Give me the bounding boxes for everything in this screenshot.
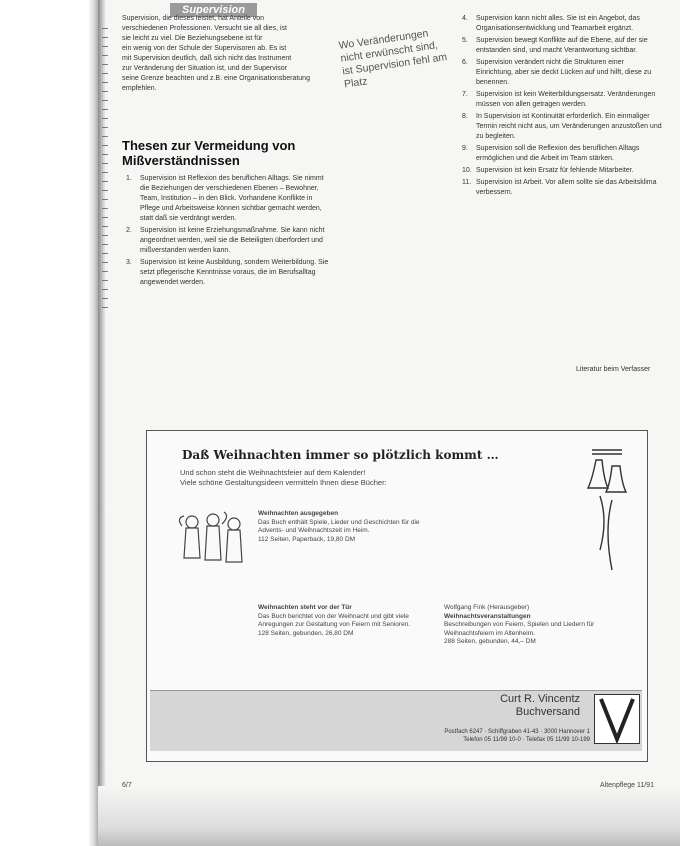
list-item (126, 226, 330, 256)
pull-quote: Wo Veränderungen nicht erwünscht sind, ist Supervision fehl am Platz (338, 27, 448, 91)
intro-line: empfehlen. (122, 85, 157, 92)
intro-paragraph (122, 14, 328, 94)
book-description: Beschreibungen von Feiern, Spielen und Liedern für Weihnachtsfeiern im Altenheim. (444, 621, 595, 637)
page-number: 6/7 (122, 782, 132, 789)
angels-illustration (178, 508, 248, 572)
section-tag: Supervision (170, 3, 257, 17)
item-text: Supervision ist Arbeit. Vor allem sollte sie das Arbeitsklima verbessern. (476, 179, 657, 196)
intro-line: Supervision, die dieses leistet, hat Anteile von (122, 15, 265, 22)
item-number: 10. (462, 167, 472, 174)
item-number: 11. (462, 179, 472, 186)
list-item (462, 178, 662, 198)
list-item (126, 174, 330, 224)
list-item (462, 112, 662, 142)
list-item (462, 166, 662, 176)
item-text: Supervision kann nicht alles. Sie ist ein Angebot, das Organisationsentwicklung und Teamarbeit ergänzt. (476, 15, 640, 32)
intro-line: seine Grenze beachten und z.B. eine Organisationsberatung (122, 75, 310, 82)
theses-list-right (462, 14, 662, 200)
ad-book-2 (258, 604, 444, 638)
item-text: Supervision ist keine Erziehungsmaßnahme. Sie kann nicht angeordnet werden, weil sie die Beteiligten überfordert und mißverstanden werden kann. (140, 227, 325, 254)
ad-subtitle-line: Viele schöne Gestaltungsideen vermitteln Ihnen diese Bücher: (180, 478, 387, 487)
item-number: 1. (126, 175, 132, 182)
list-item (462, 36, 662, 56)
item-number: 6. (462, 59, 468, 66)
intro-line: ein wenig von der Schule der Supervisoren ab. Es ist (122, 45, 287, 52)
vendor-name: Curt R. Vincentz Buchversand (500, 693, 580, 718)
book-description: Das Buch berichtet von der Weihnacht und gibt viele Anregungen zur Gestaltung von Feiern mit Senioren. (258, 612, 411, 628)
item-number: 4. (462, 15, 468, 22)
book-title: Weihnachten steht vor der Tür (258, 604, 352, 611)
list-item (462, 90, 662, 110)
ad-book-3 (444, 604, 600, 647)
vendor-address-line: Postfach 6247 · Schiffgraben 41-43 · 3000 Hannover 1 (444, 729, 590, 735)
intro-line: verschiedenen Professionen. Versucht sie all dies, ist (122, 25, 287, 32)
vendor-address-line: Telefon 05 11/99 10-0 · Telefax 05 11/99 10-199 (463, 737, 590, 743)
list-item (462, 58, 662, 88)
list-item (462, 14, 662, 34)
book-title: Weihnachten ausgegeben (258, 510, 339, 517)
vendor-logo (594, 694, 640, 744)
item-number: 5. (462, 37, 468, 44)
ad-subtitle-line: Und schon steht die Weihnachtsfeier auf dem Kalender! (180, 468, 366, 477)
item-number: 7. (462, 91, 468, 98)
intro-line: mit Supervision deutlich, daß sich nicht das Instrument (122, 55, 292, 62)
intro-line: sie leicht zu viel. Die Beziehungsebene ist für (122, 35, 263, 42)
ad-subtitle (180, 468, 387, 488)
list-item (126, 258, 330, 288)
item-number: 8. (462, 113, 468, 120)
item-text: Supervision verändert nicht die Strukturen einer Einrichtung, aber sie deckt Lücken auf und hilft, diese zu benennen. (476, 59, 652, 86)
book-author: Wolfgang Fink (Herausgeber) (444, 604, 530, 611)
ad-title: Daß Weihnachten immer so plötzlich kommt … (182, 448, 499, 462)
item-text: Supervision ist kein Ersatz für fehlende Mitarbeiter. (476, 167, 634, 174)
item-text: Supervision ist Reflexion des beruflichen Alltags. Sie nimmt die Beziehungen der verschiedenen Ebenen – Bewohner, Team, Institution – in den Blick. Vorhandene Konflikte in Pflege und Arbeitsweise können sichtbar gemacht werden, statt daß sie verdrängt werden. (140, 175, 324, 222)
vendor-address (378, 728, 590, 744)
item-text: Supervision ist keine Ausbildung, sondern Weiterbildung. Sie setzt pflegerische Kenntnisse voraus, die im Berufsalltag angewendet werden. (140, 259, 329, 286)
page-margin-marks (102, 20, 108, 760)
article-heading: Thesen zur Vermeidung von Mißverständnissen (122, 138, 296, 168)
book-price: 288 Seiten, gebunden, 44,– DM (444, 638, 536, 645)
book-price: 128 Seiten, gebunden, 26,80 DM (258, 629, 354, 637)
book-price: 112 Seiten, Paperback, 19,80 DM (258, 535, 356, 543)
list-item (462, 144, 662, 164)
literature-note: Literatur beim Verfasser (576, 366, 651, 373)
issue-label: Altenpflege 11/91 (600, 782, 654, 789)
theses-list-left (126, 174, 330, 290)
bells-illustration (582, 440, 632, 580)
item-number: 2. (126, 227, 132, 234)
book-description: Das Buch enthält Spiele, Lieder und Geschichten für die Advents- und Weihnachtszeit im Heim. (258, 518, 420, 534)
item-text: Supervision bewegt Konflikte auf die Ebene, auf der sie entstanden sind, und macht Verantwortung sichtbar. (476, 37, 648, 54)
item-number: 9. (462, 145, 468, 152)
item-text: Supervision ist kein Weiterbildungsersatz. Veränderungen müssen von allen getragen werden. (476, 91, 656, 108)
page-bottom-shadow (98, 786, 680, 846)
item-text: Supervision soll die Reflexion des beruflichen Alltags ermöglichen und die Arbeit im Team stärken. (476, 145, 640, 162)
scan-edge (0, 0, 100, 846)
book-title: Weihnachtsveranstaltungen (444, 612, 531, 620)
intro-line: zur Veränderung der Situation ist, und der Supervisor (122, 65, 287, 72)
ad-book-1 (258, 510, 444, 544)
item-number: 3. (126, 259, 132, 266)
item-text: In Supervision ist Kontinuität erforderlich. Ein einmaliger Termin reicht nicht aus, um Veränderungen anzustoßen und zu begleiten. (476, 113, 662, 140)
